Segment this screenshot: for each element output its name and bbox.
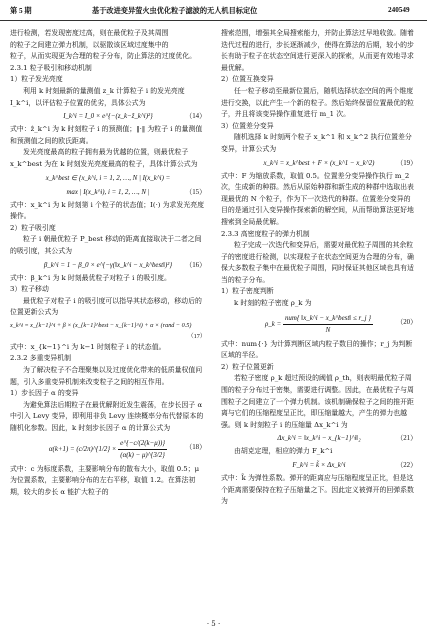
subsection-heading: 2）粒子吸引度 (10, 223, 56, 232)
equation-20: ρ_k = $\frac{\text{num\{ ‖x\_k\textasciicircum{}i − x\_k\textasciicircum{}best‖ ≤ r\_j \}}}{N}$ （20） (265, 314, 417, 334)
page-number: · 5 · (206, 620, 221, 628)
paragraph: 式中：k̃ 为弹性系数。弹开的距离应与压缩程度呈正比，但是这个距离需要保持在粒子压缩量之下。因此定义被弹开的回弹系数为 (221, 474, 414, 506)
equation-19: x_k^i = x_k^best + F × (x_k^1 − x_k^2) （19） (263, 159, 417, 167)
paragraph: 由胡克定理，相应的弹力 F_k^i (234, 447, 333, 456)
equation-16: β_k^i = 1 − β_0 × e^{−γ(‖x_k^i − x_k^best‖)²} （16） (43, 261, 206, 269)
paragraph: 最优粒子对粒子 i 的吸引度可以指导其状态移动，移动后的位置更新公式为 (10, 296, 202, 317)
paragraph: 的粒子之间建立弹力机制，以驱散该区域过度集中的 (10, 40, 169, 49)
equation-18: α(k+1) = (c/2π)^{1/2} × $\frac{e\^{}\{-c/(2(k-\mu))\}}{(\alpha(k) - \mu)\^{}\{3/2\}}$ （18） (48, 439, 206, 459)
paragraph: 粒子 i 朝最优粒子 P_best 移动的距离直接取决于二者之间的吸引度，其公式为 (10, 235, 202, 255)
paragraph: 随机选择 k 时刻两个粒子 x_k^1 和 x_k^2 执行位置差分变异，计算公式为 (221, 133, 412, 153)
subsection-heading: 3）粒子移动 (10, 285, 49, 294)
paragraph: 搜索范围，增强其全局搜索能力，并防止算法过早地收敛。随着迭代过程的进行，步长逐渐减少，使得在算法的后期，较小的步长有助于粒子在状态空间进行更深入的探索，从而更有效地寻求最优解。 (221, 29, 414, 72)
paragraph: 粒子完成一次迭代和变异后，需要对最优粒子周围的其余粒子的密度进行检测，以实现粒子在状态空间更为合理的分布，确保大多数粒子集中在最优粒子周围，同时保证其他区域也具有适当的粒子分布。 (221, 241, 414, 284)
paragraph: 式中：β_k^i 为 k 时刻最优粒子对粒子 i 的吸引度。 (10, 273, 171, 282)
paragraph: 式中：c 为标度系数，主要影响分布的散布大小，取值 0.5；μ 为位置系数，主要影响分布的左右平移，取值 1.2。在算法初期，较大的步长 α 能扩大粒子的 (10, 464, 200, 496)
paragraph: 若粒子密度 ρ_k 超过预设的阈值 ρ_th，则表明最优粒子周围的粒子分布过于密集，需要进行调整。因此，在最优粒子与周围粒子之间建立了一个弹力机制。该机制确保粒子之间的推开距离与它们的压缩程度呈正比，即压缩量越大，产生的弹力也越强。则 k 时刻粒子 i 的压缩量 Δx_k^i 为 (221, 374, 414, 429)
subsection-heading: 2）粒子位置更新 (221, 362, 274, 371)
section-heading: 2.3.3 高密度粒子的弹力机制 (221, 229, 310, 238)
equation-17: x_k^i = x_{k−1}^i + β × (x_{k−1}^best − x_{k−1}^i) + α × (rand − 0.5) （17） (10, 321, 206, 340)
paragraph: 利用 k 时刻最新的量测值 z_k 计算粒子 i 的发光亮度 I_k^i，以评估粒子位置的优劣，具体公式为 (10, 86, 185, 107)
paragraph: 式中：F 为缩放系数，取值 0.5。位置差分变异操作执行 m_2 次，生成新的种群。然后从原始种群和新生成的种群中选取出表现最优的 N 个粒子，作为下一次迭代的种群。位置差分变异的目的是通过引入变异操作探索新的解空间，从而帮助算法更好地搜索到全局最优解。 (221, 171, 414, 226)
paragraph: 式中：ẑ_k^i 为 k 时刻粒子 i 的预测值；‖·‖ 为粒子 i 的量测值和预测值之间的欧氏距离。 (10, 125, 203, 145)
subsection-heading: 1）粒子发光亮度 (10, 75, 63, 84)
article-code: 240549 (388, 6, 410, 14)
paragraph: 式中：num{·} 为计算判断区域内粒子数目的操作；r_j 为判断区域的半径。 (221, 339, 413, 360)
equation-15: x_k^best ∈ {x_k^i, i = 1, 2, …, N | I(x_k^i) = (45, 174, 171, 182)
left-column (10, 28, 206, 498)
equation-22: F_k^i = k̃ × Δx_k^i （22） (292, 462, 417, 469)
paragraph: 式中：x_{k−1}^i 为 k−1 时刻粒子 i 的状态值。 (10, 342, 166, 351)
issue-number: 第 5 期 (10, 7, 32, 15)
equation-21: Δx_k^i = ‖x_k^i − x_{k−1}^i‖₂ （21） (277, 435, 417, 443)
paragraph: k 时刻的粒子密度 ρ_k 为 (234, 299, 312, 308)
running-title: 基于改进变异萤火虫优化粒子滤波的无人机目标定位 (92, 7, 258, 15)
subsection-heading: 1）粒子密度判断 (221, 287, 274, 296)
section-heading: 2.3.1 粒子吸引和移动机制 (10, 63, 92, 72)
paragraph: 发光亮度最高的粒子拥有最为优越的位置，则最优粒子 x_k^best 为在 k 时刻发光亮度最高的粒子，具体计算公式为 (10, 148, 198, 168)
right-column (221, 28, 417, 508)
paragraph: 式中：x_k^i 为 k 时刻第 i 个粒子的状态值；I(·) 为求发光亮度操作。 (10, 200, 204, 221)
subsection-heading: 3）位置差分变异 (221, 121, 274, 130)
page-header (0, 0, 427, 21)
paragraph: 粒子，从而实现更为合理的粒子分布，防止算法的过度优化。 (10, 52, 197, 61)
paragraph: 为避免算法后期粒子在最优解附近发生震荡，在步长因子 α 中引入 Levy 变异，即利用非负 Levy 连续概率分布代替原本的随机化参数。因此，k 时刻步长因子 α 的计算公式为 (10, 400, 204, 433)
subsection-heading: 1）步长因子 α 的变异 (10, 389, 79, 398)
equation-15-continued: max | I(x_k^i), i = 1, 2, …, N | （15） (66, 188, 206, 196)
section-heading: 2.3.2 多重变异机制 (10, 354, 72, 363)
paragraph: 进行检测，若发现密度过高，则在最优粒子及其周围 (10, 29, 169, 37)
subsection-heading: 2）位置互换变异 (221, 75, 274, 84)
equation-14: I_k^i = I_0 × e^{−(z_k−ẑ_k^i)²} （14） (63, 113, 206, 121)
paragraph: 为了解决粒子不合理聚集以及过度优化带来的低质量权值问题，引入多重变异机制来改变粒子之间的相互作用。 (10, 366, 203, 386)
paragraph: 任一粒子移动至最新位置后，随机选择状态空间的两个维度进行交换，以此产生一个新的粒子。然后始终保留位置最优的粒子，并且将该变异操作重复进行 m_1 次。 (221, 86, 414, 119)
